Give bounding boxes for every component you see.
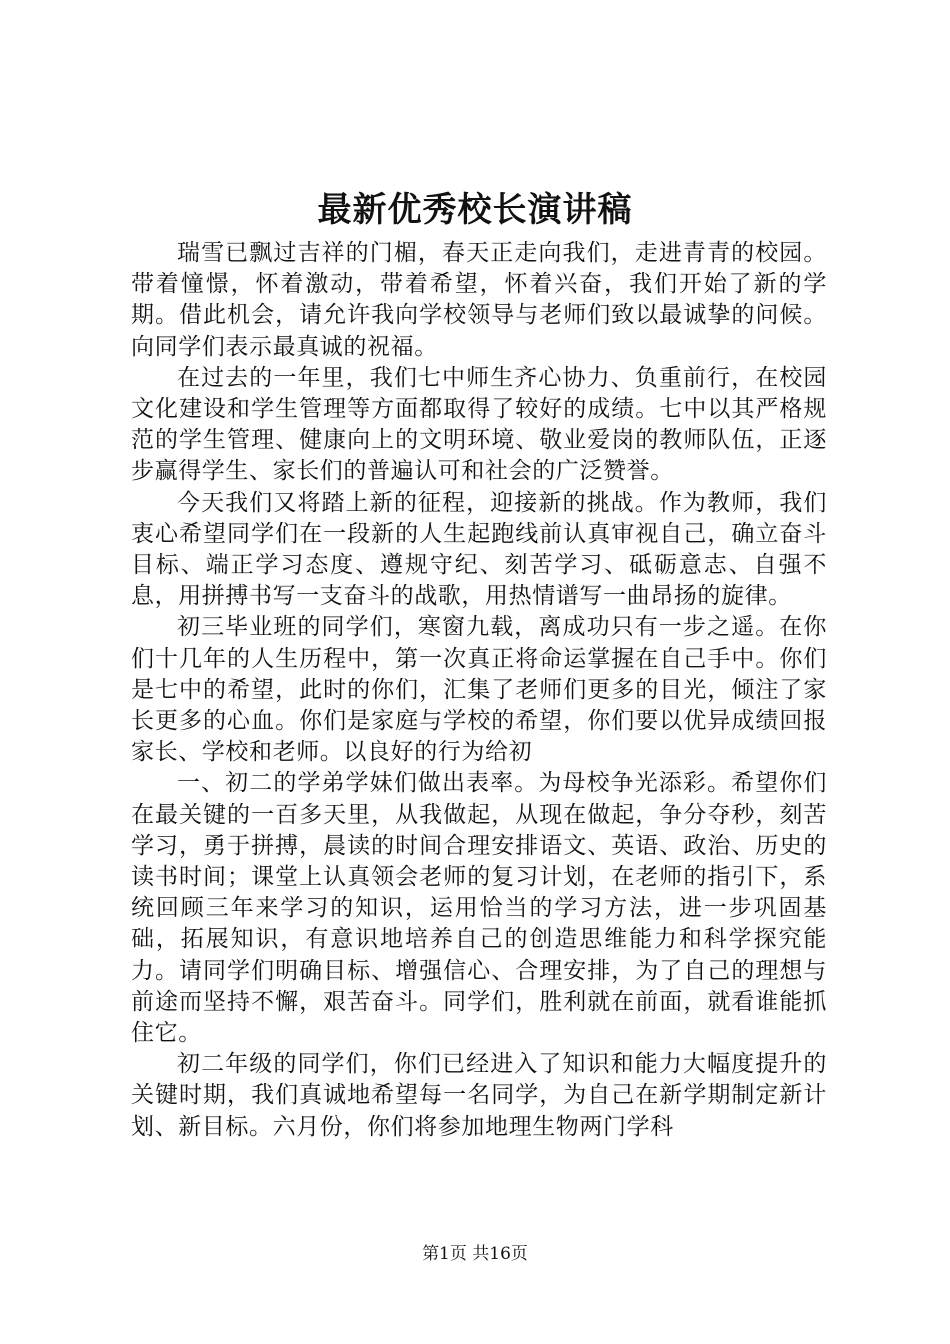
document-title: 最新优秀校长演讲稿 (317, 190, 633, 230)
paragraph: 一、初二的学弟学妹们做出表率。为母校争光添彩。希望你们在最关键的一百多天里，从我做起，从现在做起，争分夺秒，刻苦学习，勇于拼搏，晨读的时间合理安排语文、英语、政治、历史的读书时间；课堂上认真领会老师的复习计划，在老师的指引下，系统回顾三年来学习的知识，运用恰当的学习方法，进一步巩固基础，拓展知识，有意识地培养自己的创造思维能力和科学探究能力。请同学们明确目标、增强信心、合理安排，为了自己的理想与前途而坚持不懈，艰苦奋斗。同学们，胜利就在前面，就看谁能抓住它。 (131, 770, 827, 1047)
paragraph: 今天我们又将踏上新的征程，迎接新的挑战。作为教师，我们衷心希望同学们在一段新的人生起跑线前认真审视自己，确立奋斗目标、端正学习态度、遵规守纪、刻苦学习、砥砺意志、自强不息，用拼搏书写一支奋斗的战歌，用热情谱写一曲昂扬的旋律。 (131, 489, 827, 610)
page-number-footer: 第1页 共16页 (422, 1244, 528, 1264)
paragraph: 初三毕业班的同学们，寒窗九载，离成功只有一步之遥。在你们十几年的人生历程中，第一次真正将命运掌握在自己手中。你们是七中的希望，此时的你们，汇集了老师们更多的目光，倾注了家长更多的心血。你们是家庭与学校的希望，你们要以优异成绩回报家长、学校和老师。以良好的行为给初 (131, 614, 827, 766)
document-body (131, 238, 827, 1143)
paragraph: 瑞雪已飘过吉祥的门楣，春天正走向我们，走进青青的校园。带着憧憬，怀着激动，带着希望，怀着兴奋，我们开始了新的学期。借此机会，请允许我向学校领导与老师们致以最诚挚的问候。向同学们表示最真诚的祝福。 (131, 240, 827, 360)
paragraph: 初二年级的同学们，你们已经进入了知识和能力大幅度提升的关键时期，我们真诚地希望每一名同学，为自己在新学期制定新计划、新目标。六月份，你们将参加地理生物两门学科 (131, 1051, 827, 1140)
paragraph: 在过去的一年里，我们七中师生齐心协力、负重前行，在校园文化建设和学生管理等方面都取得了较好的成绩。七中以其严格规范的学生管理、健康向上的文明环境、敬业爱岗的教师队伍，正逐步赢得学生、家长们的普遍认可和社会的广泛赞誉。 (131, 364, 827, 485)
